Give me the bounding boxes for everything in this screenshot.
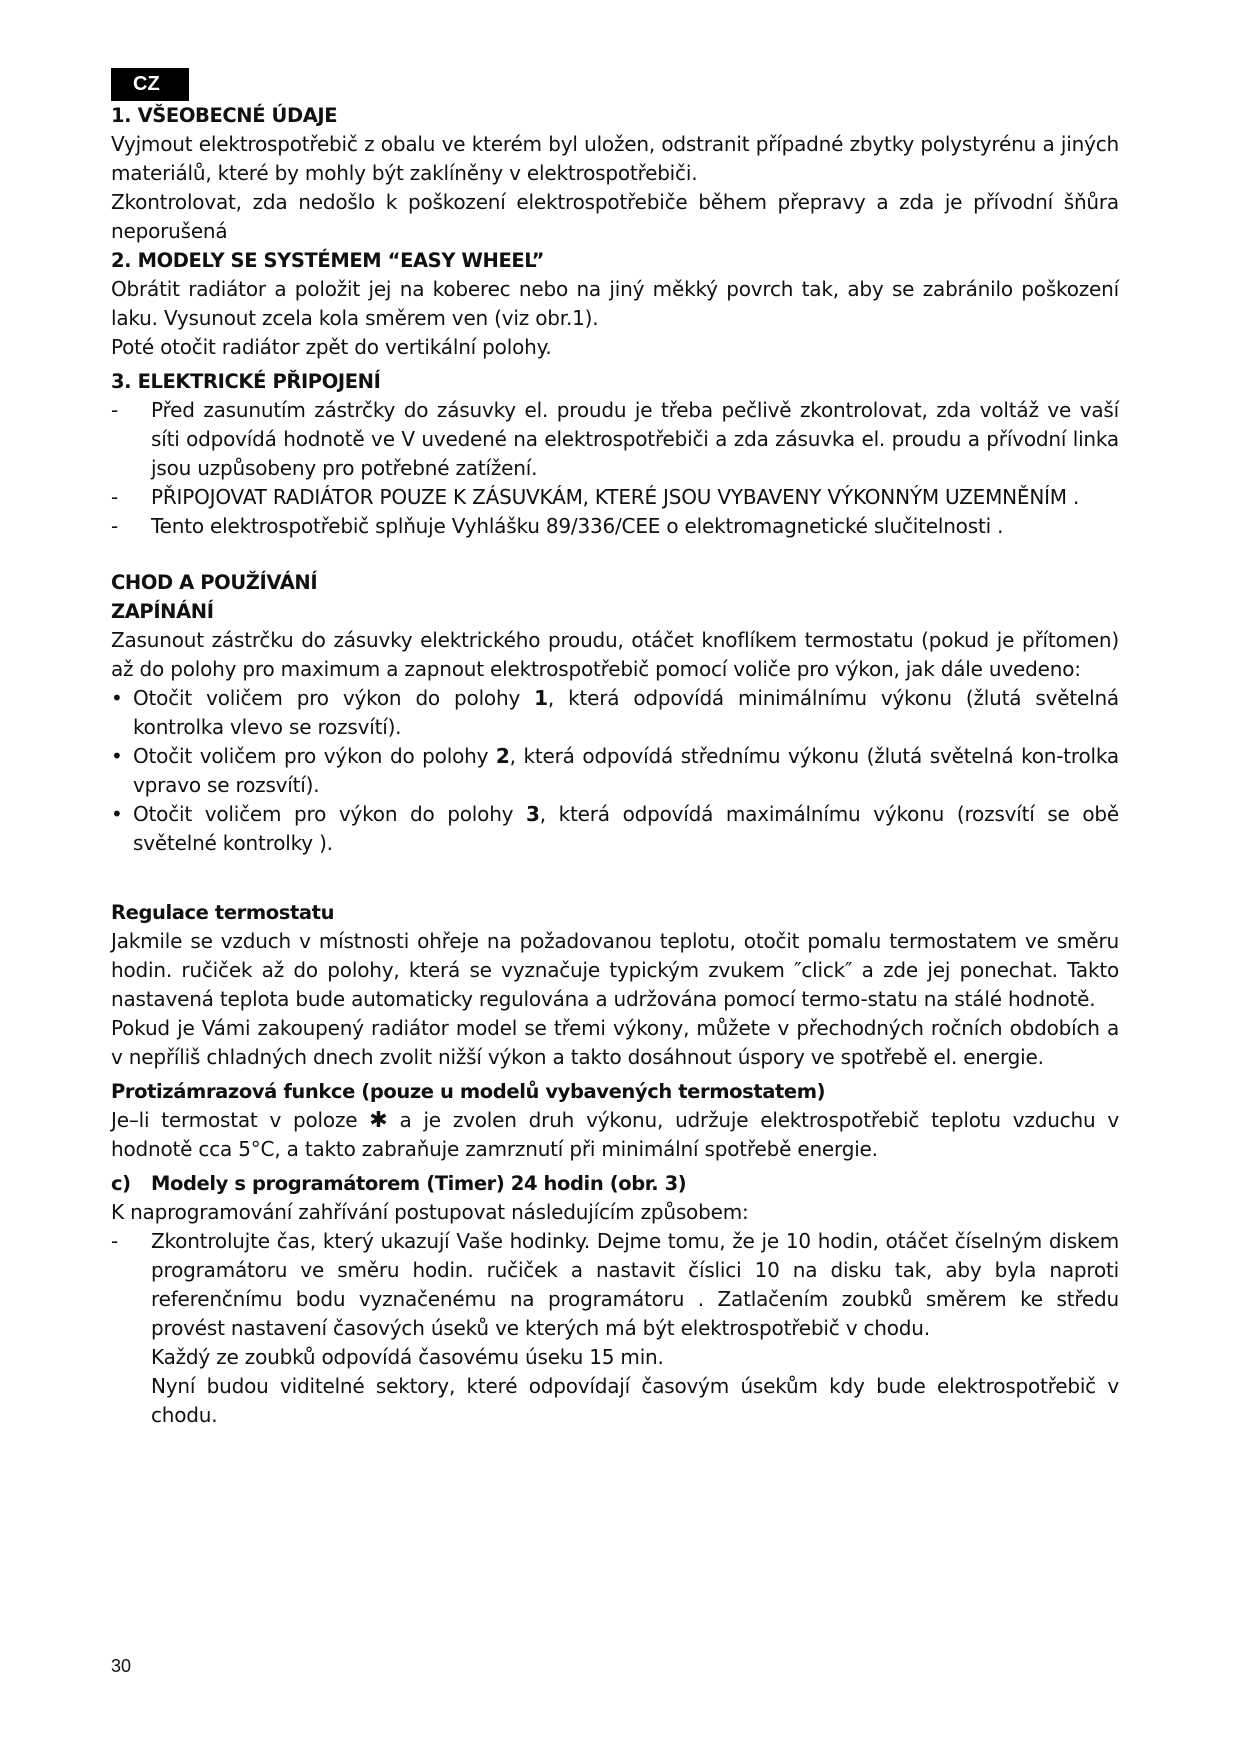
paragraph: Jakmile se vzduch v místnosti ohřeje na požadovanou teplotu, otočit pomalu termostatem ve směru hodin. ručiček až do polohy, která se vyznačuje typickým zvukem ″click″ a zde jej ponechat. Takto nastavená teplota bude automaticky regulována a udržována pomocí termo-statu na stálé hodnotě. bbox=[111, 929, 1119, 1011]
paragraph: Zkontrolovat, zda nedošlo k poškození elektrospotřebiče během přepravy a zda je přívodní šňůra neporušená bbox=[111, 190, 1119, 243]
list-item bbox=[111, 1227, 1119, 1430]
section-title-operation: CHOD A POUŽÍVÁNÍ bbox=[111, 571, 318, 594]
bullet-marker: • bbox=[111, 686, 123, 710]
list-item-text: , která odpovídá minimálnímu výkonu (žlutá světelná kontrolka vlevo se rozsvítí). bbox=[133, 686, 1119, 739]
page-number: 30 bbox=[111, 1656, 132, 1676]
dash-marker: - bbox=[111, 514, 119, 538]
list-item-text: Každý ze zoubků odpovídá časovému úseku 15 min. bbox=[151, 1345, 664, 1369]
power-level: 1 bbox=[534, 686, 548, 710]
manual-page bbox=[111, 68, 1119, 1430]
dash-marker: - bbox=[111, 1229, 119, 1253]
dash-marker: - bbox=[111, 485, 119, 509]
section-operation bbox=[111, 568, 1119, 858]
section-title-timer bbox=[111, 1169, 1119, 1198]
list-item bbox=[111, 396, 1119, 483]
paragraph: Poté otočit radiátor zpět do vertikální polohy. bbox=[111, 335, 552, 359]
section-electrical bbox=[111, 367, 1119, 541]
paragraph-text: a je zvolen druh výkonu, udržuje elektrospotřebič teplotu vzduchu v hodnotě cca 5°C, a takto zabraňuje zamrznutí při minimální spotřebě energie. bbox=[111, 1108, 1119, 1161]
section-easy-wheel bbox=[111, 246, 1119, 362]
list-item-text: Nyní budou viditelné sektory, které odpovídají časovým úsekům kdy bude elektrospotřebič v chodu. bbox=[151, 1374, 1119, 1427]
paragraph: Vyjmout elektrospotřebič z obalu ve kterém byl uložen, odstranit případné zbytky polystyrénu a jiných materiálů, které by mohly být zaklíněny v elektrospotřebiči. bbox=[111, 132, 1119, 185]
subsection-title-switching-on: ZAPÍNÁNÍ bbox=[111, 600, 214, 623]
bullet-marker: • bbox=[111, 744, 123, 768]
list-item bbox=[111, 483, 1119, 512]
paragraph: K naprogramování zahřívání postupovat následujícím způsobem: bbox=[111, 1200, 749, 1224]
list-item bbox=[111, 742, 1119, 800]
list-item-text: Před zasunutím zástrčky do zásuvky el. proudu je třeba pečlivě zkontrolovat, zda voltáž ve vaší síti odpovídá hodnotě ve V uvedené na elektrospotřebiči a zda zásuvka el. proudu a přívodní linka jsou uzpůsobeny pro potřebné zatížení. bbox=[151, 398, 1119, 480]
section-title-thermostat: Regulace termostatu bbox=[111, 901, 335, 924]
dash-marker: - bbox=[111, 398, 119, 422]
section-title-antifreeze: Protizámrazová funkce (pouze u modelů vybavených termostatem) bbox=[111, 1080, 826, 1103]
section-title-electrical: 3. ELEKTRICKÉ PŘIPOJENÍ bbox=[111, 370, 381, 393]
list-item-text: , která odpovídá střednímu výkonu (žlutá světelná kon-trolka vpravo se rozsvítí). bbox=[133, 744, 1119, 797]
list-item-text: , která odpovídá maximálnímu výkonu (rozsvítí se obě světelné kontrolky ). bbox=[133, 802, 1120, 855]
list-item bbox=[111, 512, 1119, 541]
section-thermostat bbox=[111, 898, 1119, 1072]
paragraph bbox=[111, 1106, 1119, 1164]
section-title-general: 1. VŠEOBECNÉ ÚDAJE bbox=[111, 104, 338, 127]
paragraph: Obrátit radiátor a položit jej na koberec nebo na jiný měkký povrch tak, aby se zabránilo poškození laku. Vysunout zcela kola směrem ven (viz obr.1). bbox=[111, 277, 1119, 330]
list-item-text: Zkontrolujte čas, který ukazují Vaše hodinky. Dejme tomu, že je 10 hodin, otáčet číselným diskem programátoru ve směru hodin. ručiček a nastavit číslici 10 na disku tak, aby byla naproti referenčnímu bodu vyznačenému na programátoru . Zatlačením zoubků směrem ke středu provést nastavení časových úseků ve kterých má být elektrospotřebič v chodu. bbox=[151, 1229, 1119, 1340]
section-title-text: Modely s programátorem (Timer) 24 hodin (obr. 3) bbox=[151, 1172, 687, 1195]
list-item-text: Otočit voličem pro výkon do polohy bbox=[133, 744, 496, 768]
list-item-text: Otočit voličem pro výkon do polohy bbox=[133, 686, 535, 710]
list-item-text: Tento elektrospotřebič splňuje Vyhlášku 89/336/CEE o elektromagnetické slučitelnosti . bbox=[151, 514, 1004, 538]
bullet-marker: • bbox=[111, 802, 123, 826]
power-level: 3 bbox=[526, 802, 540, 826]
snowflake-icon: ✱ bbox=[369, 1108, 388, 1133]
power-level: 2 bbox=[495, 744, 510, 768]
list-item bbox=[111, 684, 1119, 742]
list-item-text: Otočit voličem pro výkon do polohy bbox=[133, 802, 527, 826]
section-marker: c) bbox=[111, 1172, 131, 1195]
paragraph: Pokud je Vámi zakoupený radiátor model se třemi výkony, můžete v přechodných ročních obdobích a v nepříliš chladných dnech zvolit nižší výkon a takto dosáhnout úspory ve spotřebě el. energie. bbox=[111, 1016, 1119, 1069]
paragraph-text: Je–li termostat v poloze bbox=[111, 1108, 370, 1132]
language-badge: CZ bbox=[111, 68, 189, 101]
section-general bbox=[111, 101, 1119, 246]
section-antifreeze bbox=[111, 1077, 1119, 1164]
list-item-text: PŘIPOJOVAT RADIÁTOR POUZE K ZÁSUVKÁM, KTERÉ JSOU VYBAVENY VÝKONNÝM UZEMNĚNÍM . bbox=[151, 485, 1080, 509]
list-item bbox=[111, 800, 1119, 858]
section-title-easy-wheel: 2. MODELY SE SYSTÉMEM “EASY WHEEL” bbox=[111, 249, 545, 272]
paragraph: Zasunout zástrčku do zásuvky elektrického proudu, otáčet knoflíkem termostatu (pokud je přítomen) až do polohy pro maximum a zapnout elektrospotřebič pomocí voliče pro výkon, jak dále uvedeno: bbox=[111, 628, 1119, 681]
section-timer bbox=[111, 1169, 1119, 1430]
